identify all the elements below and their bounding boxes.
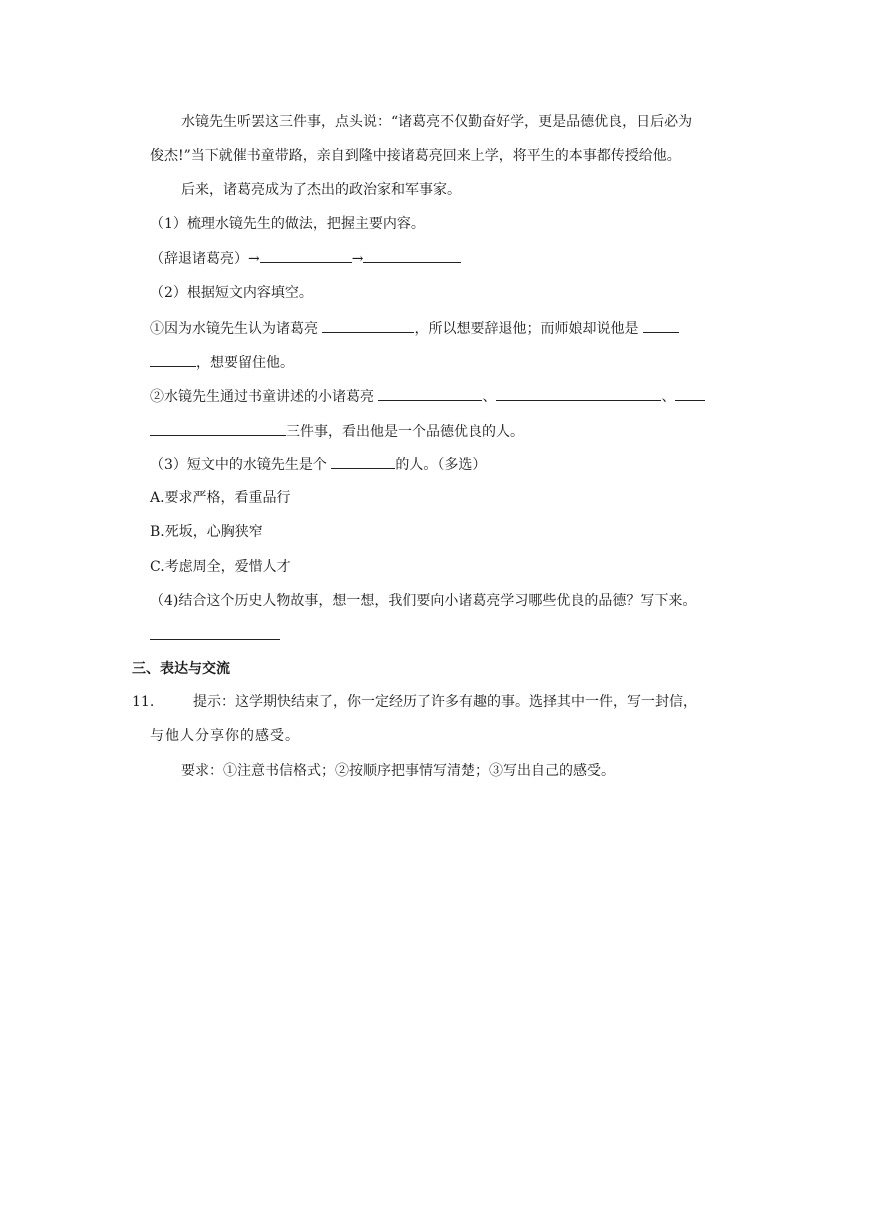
- question-11-prompt-line-1: 提示：这学期快结束了，你一定经历了许多有趣的事。选择其中一件，写一封信，: [193, 694, 697, 710]
- question-2-prompt: （2）根据短文内容填空。: [150, 285, 313, 301]
- item-text: ②水镜先生通过书童讲述的小诸葛亮: [150, 389, 374, 405]
- answer-blank[interactable]: [322, 318, 414, 333]
- answer-blank[interactable]: [260, 248, 352, 263]
- item-text: （3）短文中的水镜先生是个: [150, 457, 327, 473]
- arrow-icon: →: [351, 251, 364, 267]
- answer-blank[interactable]: [331, 454, 395, 469]
- question-3-prompt: [150, 454, 486, 475]
- separator: 、: [661, 389, 676, 405]
- item-text: 三件事，看出他是一个品德优良的人。: [286, 424, 524, 440]
- question-2-item-2-cont: [150, 421, 524, 442]
- option-c: C.考虑周全，爱惜人才: [150, 559, 291, 575]
- question-1-prompt: （1）梳理水镜先生的做法，把握主要内容。: [150, 216, 425, 232]
- answer-blank[interactable]: [378, 386, 482, 401]
- flow-start-label: （辞退诸葛亮）: [150, 251, 248, 267]
- passage-line-2: 俊杰!”当下就催书童带路，亲自到隆中接诸葛亮回来上学，将平生的本事都传授给他。: [150, 148, 681, 164]
- arrow-icon: →: [248, 251, 260, 267]
- item-text: ①因为水镜先生认为诸葛亮: [150, 321, 318, 337]
- answer-blank[interactable]: [150, 352, 196, 367]
- separator: 、: [482, 389, 497, 405]
- option-b: B.死坂，心胸狭窄: [150, 524, 263, 540]
- answer-blank[interactable]: [363, 248, 461, 263]
- question-11-prompt-line-2: 与他人分享你的感受。: [150, 728, 300, 744]
- question-4-prompt: （4)结合这个历史人物故事，想一想，我们要向小诸葛亮学习哪些优良的品德？写下来。: [150, 593, 697, 609]
- section-heading: 三、表达与交流: [132, 661, 230, 677]
- question-2-item-1: [150, 318, 679, 339]
- item-text: 的人。（多选）: [395, 457, 487, 473]
- question-2-item-1-cont: [150, 352, 294, 373]
- passage-line-3: 后来，诸葛亮成为了杰出的政治家和军事家。: [181, 182, 461, 198]
- question-2-item-2: [150, 386, 705, 407]
- answer-blank[interactable]: [643, 318, 679, 333]
- question-4-answer: [150, 625, 280, 646]
- item-text: ，所以想要辞退他；而师娘却说他是: [414, 321, 639, 337]
- option-a: A.要求严格，看重品行: [150, 490, 291, 506]
- item-text: ，想要留住他。: [196, 355, 294, 371]
- answer-blank[interactable]: [150, 625, 280, 640]
- answer-blank[interactable]: [496, 386, 661, 401]
- question-11-number: 11.: [132, 694, 155, 710]
- question-1-flow: [150, 248, 461, 269]
- question-11-requirement: 要求：①注意书信格式；②按顺序把事情写清楚；③写出自己的感受。: [181, 763, 615, 779]
- answer-blank[interactable]: [675, 386, 705, 401]
- passage-line-1: 水镜先生听罢这三件事，点头说：“诸葛亮不仅勤奋好学，更是品德优良，日后必为: [181, 114, 693, 130]
- answer-blank[interactable]: [150, 421, 286, 436]
